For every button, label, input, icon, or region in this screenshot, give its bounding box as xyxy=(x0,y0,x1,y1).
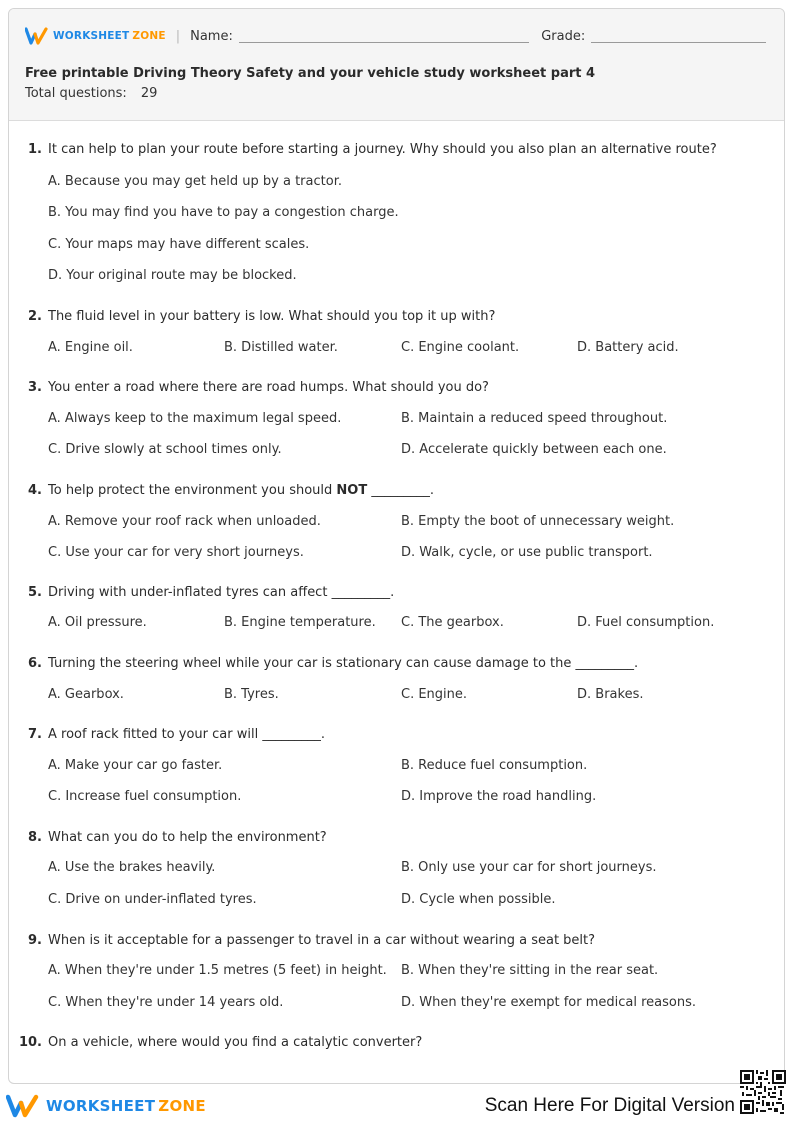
question-number: 9. xyxy=(28,933,42,948)
question-stem xyxy=(9,655,785,675)
question-stem xyxy=(9,141,785,161)
question-number: 2. xyxy=(28,309,42,324)
question-text: On a vehicle, where would you find a catalytic converter? xyxy=(48,1035,423,1050)
question-10 xyxy=(9,1034,785,1058)
question-stem xyxy=(9,726,785,746)
question-8 xyxy=(9,829,785,919)
logo-text-worksheet: WORKSHEET xyxy=(53,30,130,42)
question-text: What can you do to help the environment? xyxy=(48,830,327,845)
option-b[interactable]: B. Reduce fuel consumption. xyxy=(401,758,588,773)
option-a[interactable]: A. When they're under 1.5 metres (5 feet) in height. xyxy=(48,963,387,978)
question-3 xyxy=(9,379,785,469)
header-divider: | xyxy=(175,28,181,44)
question-text: A roof rack fitted to your car will _________. xyxy=(48,727,325,742)
question-text: When is it acceptable for a passenger to travel in a car without wearing a seat belt? xyxy=(48,933,596,948)
option-d[interactable]: D. Brakes. xyxy=(577,687,644,702)
name-field[interactable] xyxy=(239,29,529,43)
option-d[interactable]: D. Your original route may be blocked. xyxy=(48,268,297,283)
logo-text-zone: ZONE xyxy=(132,30,166,42)
worksheetzone-w-logo-icon xyxy=(25,27,49,45)
question-stem xyxy=(9,829,785,849)
option-a[interactable]: A. Gearbox. xyxy=(48,687,124,702)
total-questions-label: Total questions: xyxy=(25,86,127,101)
question-stem xyxy=(9,482,785,502)
header-row xyxy=(25,26,766,46)
question-number: 10. xyxy=(18,1035,42,1050)
option-d[interactable]: D. Battery acid. xyxy=(577,340,679,355)
option-c[interactable]: C. Your maps may have different scales. xyxy=(48,237,310,252)
option-c[interactable]: C. The gearbox. xyxy=(401,615,504,630)
question-7 xyxy=(9,726,785,816)
question-stem xyxy=(9,932,785,952)
worksheet-sheet xyxy=(8,8,785,1084)
grade-label: Grade: xyxy=(541,28,586,44)
option-b[interactable]: B. Tyres. xyxy=(224,687,279,702)
question-2 xyxy=(9,308,785,368)
option-d[interactable]: D. Accelerate quickly between each one. xyxy=(401,442,667,457)
option-a[interactable]: A. Make your car go faster. xyxy=(48,758,223,773)
option-c[interactable]: C. Engine coolant. xyxy=(401,340,520,355)
option-d[interactable]: D. Walk, cycle, or use public transport. xyxy=(401,545,653,560)
option-c[interactable]: C. Use your car for very short journeys. xyxy=(48,545,304,560)
option-a[interactable]: A. Remove your roof rack when unloaded. xyxy=(48,514,321,529)
worksheet-header xyxy=(9,9,784,121)
question-text-end: _________. xyxy=(367,483,434,498)
question-text-start: To help protect the environment you should xyxy=(48,483,337,498)
question-number: 6. xyxy=(28,656,42,671)
page-footer xyxy=(0,1088,793,1122)
option-b[interactable]: B. When they're sitting in the rear seat. xyxy=(401,963,659,978)
worksheet-title: Free printable Driving Theory Safety and your vehicle study worksheet part 4 xyxy=(25,66,596,81)
total-questions-value: 29 xyxy=(140,86,158,101)
qr-code-icon[interactable] xyxy=(740,1070,786,1114)
question-text: Turning the steering wheel while your car is stationary can cause damage to the _________. xyxy=(48,656,639,671)
option-b[interactable]: B. Distilled water. xyxy=(224,340,338,355)
option-d[interactable]: D. Improve the road handling. xyxy=(401,789,597,804)
option-c[interactable]: C. Drive on under-inflated tyres. xyxy=(48,892,257,907)
option-d[interactable]: D. When they're exempt for medical reasons. xyxy=(401,995,697,1010)
worksheetzone-w-logo-icon xyxy=(6,1094,40,1118)
option-b[interactable]: B. Maintain a reduced speed throughout. xyxy=(401,411,668,426)
question-stem xyxy=(9,584,785,604)
brand-logo[interactable] xyxy=(25,27,166,45)
option-a[interactable]: A. Engine oil. xyxy=(48,340,133,355)
option-b[interactable]: B. You may find you have to pay a congestion charge. xyxy=(48,205,399,220)
question-1 xyxy=(9,141,785,301)
grade-field[interactable] xyxy=(591,29,766,43)
question-number: 4. xyxy=(28,483,42,498)
question-5 xyxy=(9,584,785,644)
option-a[interactable]: A. Use the brakes heavily. xyxy=(48,860,216,875)
scan-instruction: Scan Here For Digital Version xyxy=(484,1095,735,1116)
question-4 xyxy=(9,482,785,572)
question-text-emphasis: NOT xyxy=(336,483,368,498)
option-d[interactable]: D. Fuel consumption. xyxy=(577,615,715,630)
footer-logo-text-zone: ZONE xyxy=(158,1097,206,1115)
question-text: You enter a road where there are road humps. What should you do? xyxy=(48,380,489,395)
question-number: 8. xyxy=(28,830,42,845)
question-number: 7. xyxy=(28,727,42,742)
option-a[interactable]: A. Oil pressure. xyxy=(48,615,147,630)
question-stem xyxy=(9,1034,785,1054)
question-text: The fluid level in your battery is low. What should you top it up with? xyxy=(48,309,496,324)
question-number: 1. xyxy=(28,142,42,157)
name-label: Name: xyxy=(190,28,233,44)
option-c[interactable]: C. When they're under 14 years old. xyxy=(48,995,284,1010)
question-number: 5. xyxy=(28,585,42,600)
option-a[interactable]: A. Always keep to the maximum legal speed. xyxy=(48,411,342,426)
question-text: It can help to plan your route before starting a journey. Why should you also plan an alternative route? xyxy=(48,142,717,157)
question-6 xyxy=(9,655,785,715)
option-b[interactable]: B. Engine temperature. xyxy=(224,615,376,630)
question-text xyxy=(48,483,434,498)
option-c[interactable]: C. Engine. xyxy=(401,687,468,702)
question-stem xyxy=(9,308,785,328)
option-a[interactable]: A. Because you may get held up by a tractor. xyxy=(48,174,342,189)
option-c[interactable]: C. Increase fuel consumption. xyxy=(48,789,242,804)
option-d[interactable]: D. Cycle when possible. xyxy=(401,892,556,907)
question-number: 3. xyxy=(28,380,42,395)
question-text: Driving with under-inflated tyres can affect _________. xyxy=(48,585,395,600)
option-c[interactable]: C. Drive slowly at school times only. xyxy=(48,442,282,457)
option-b[interactable]: B. Only use your car for short journeys. xyxy=(401,860,657,875)
footer-brand-logo[interactable] xyxy=(6,1094,206,1118)
question-9 xyxy=(9,932,785,1022)
total-questions xyxy=(25,86,157,101)
option-b[interactable]: B. Empty the boot of unnecessary weight. xyxy=(401,514,675,529)
question-stem xyxy=(9,379,785,399)
footer-logo-text-worksheet: WORKSHEET xyxy=(46,1097,156,1115)
